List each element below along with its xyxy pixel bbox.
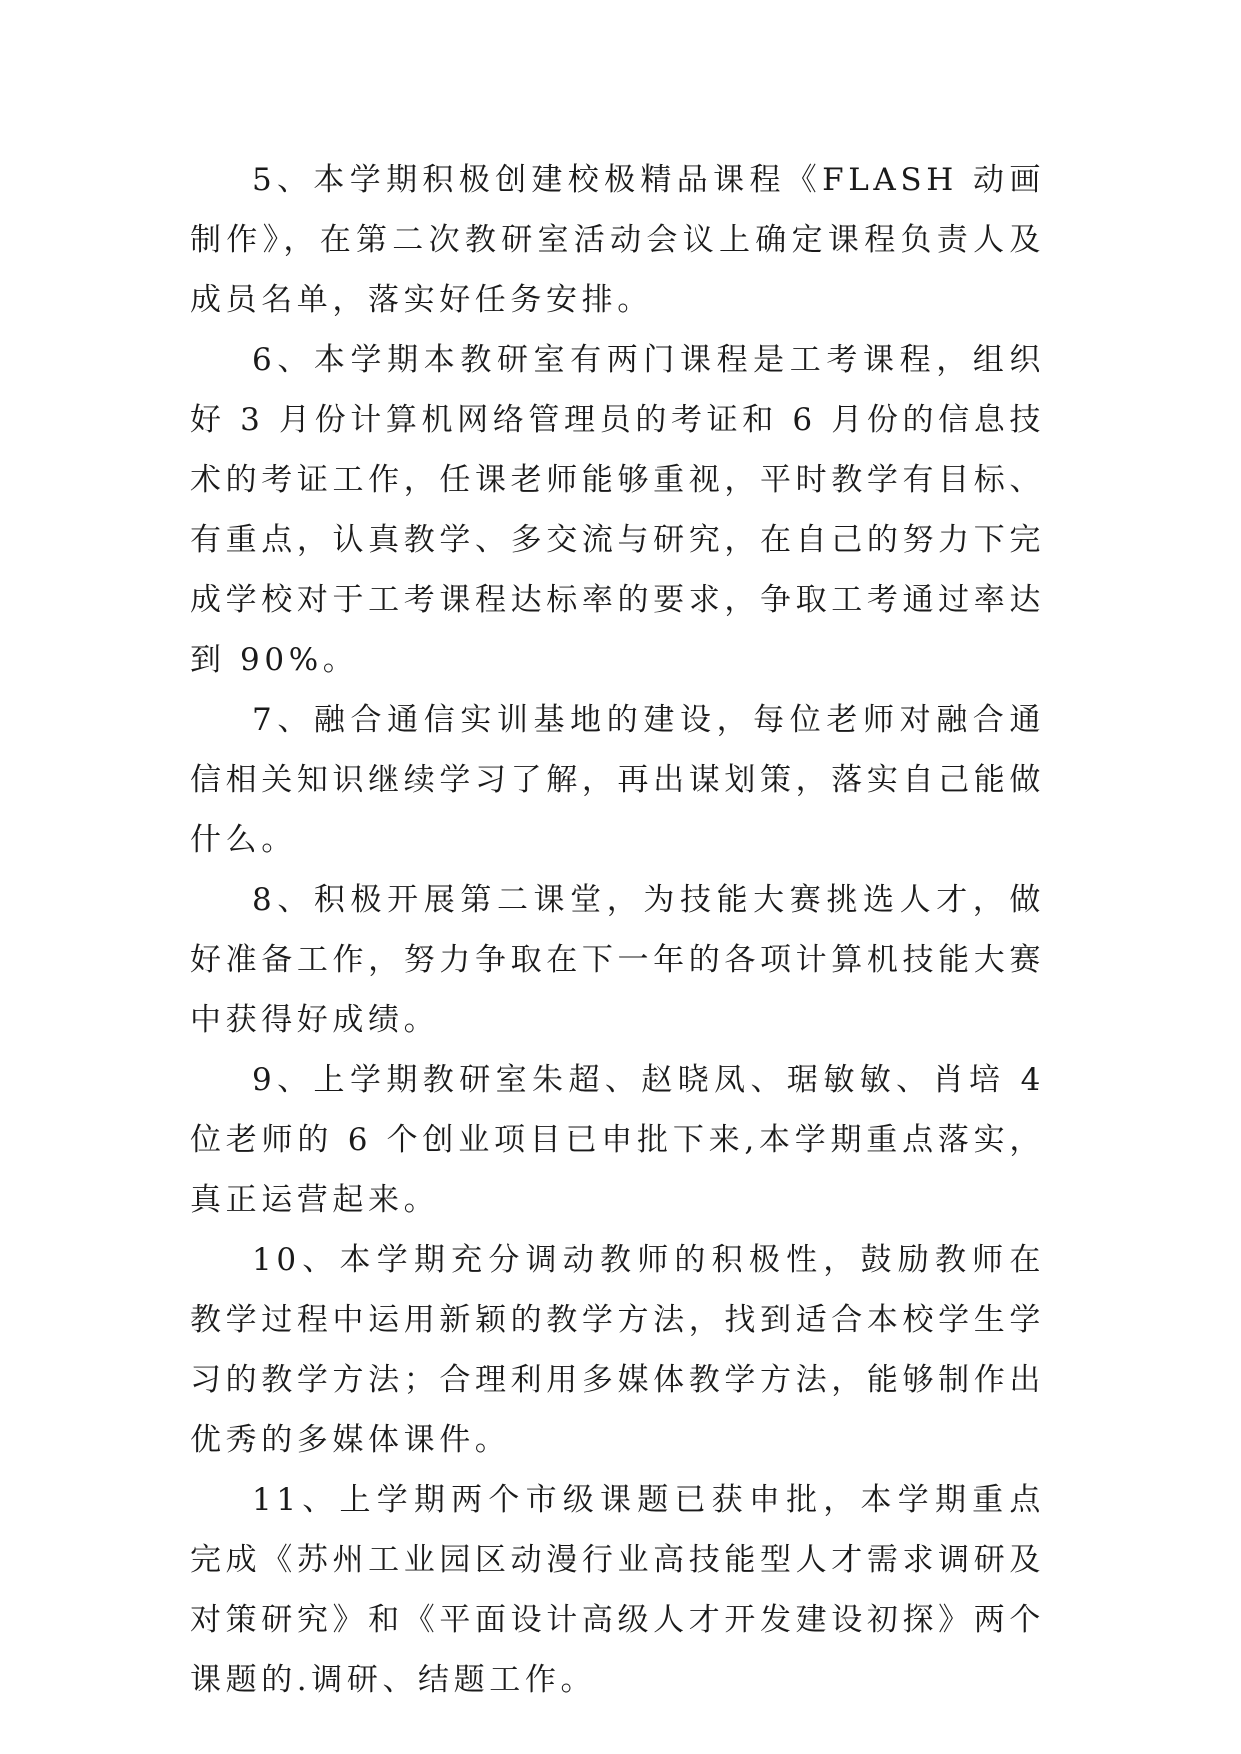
paragraph-item-6: 6、本学期本教研室有两门课程是工考课程，组织好 3 月份计算机网络管理员的考证和 6 月份的信息技术的考证工作，任课老师能够重视，平时教学有目标、有重点，认真教学、多交流与研究，在自己的努力下完成学校对于工考课程达标率的要求，争取工考通过率达到 90%。 [190,342,1045,678]
document-body [190,150,1045,1710]
paragraph-item-11: 11、上学期两个市级课题已获申批，本学期重点完成《苏州工业园区动漫行业高技能型人才需求调研及对策研究》和《平面设计高级人才开发建设初探》两个课题的.调研、结题工作。 [190,1482,1045,1698]
paragraph-item-10: 10、本学期充分调动教师的积极性，鼓励教师在教学过程中运用新颖的教学方法，找到适合本校学生学习的教学方法；合理利用多媒体教学方法，能够制作出优秀的多媒体课件。 [190,1242,1045,1458]
paragraph-item-5: 5、本学期积极创建校极精品课程《FLASH 动画制作》，在第二次教研室活动会议上确定课程负责人及成员名单，落实好任务安排。 [190,162,1045,318]
paragraph-item-8: 8、积极开展第二课堂，为技能大赛挑选人才，做好准备工作，努力争取在下一年的各项计算机技能大赛中获得好成绩。 [190,882,1045,1038]
paragraph-item-7: 7、融合通信实训基地的建设，每位老师对融合通信相关知识继续学习了解，再出谋划策，落实自己能做什么。 [190,702,1045,858]
paragraph-item-9: 9、上学期教研室朱超、赵晓凤、琚敏敏、肖培 4 位老师的 6 个创业项目已申批下来,本学期重点落实，真正运营起来。 [190,1062,1045,1218]
